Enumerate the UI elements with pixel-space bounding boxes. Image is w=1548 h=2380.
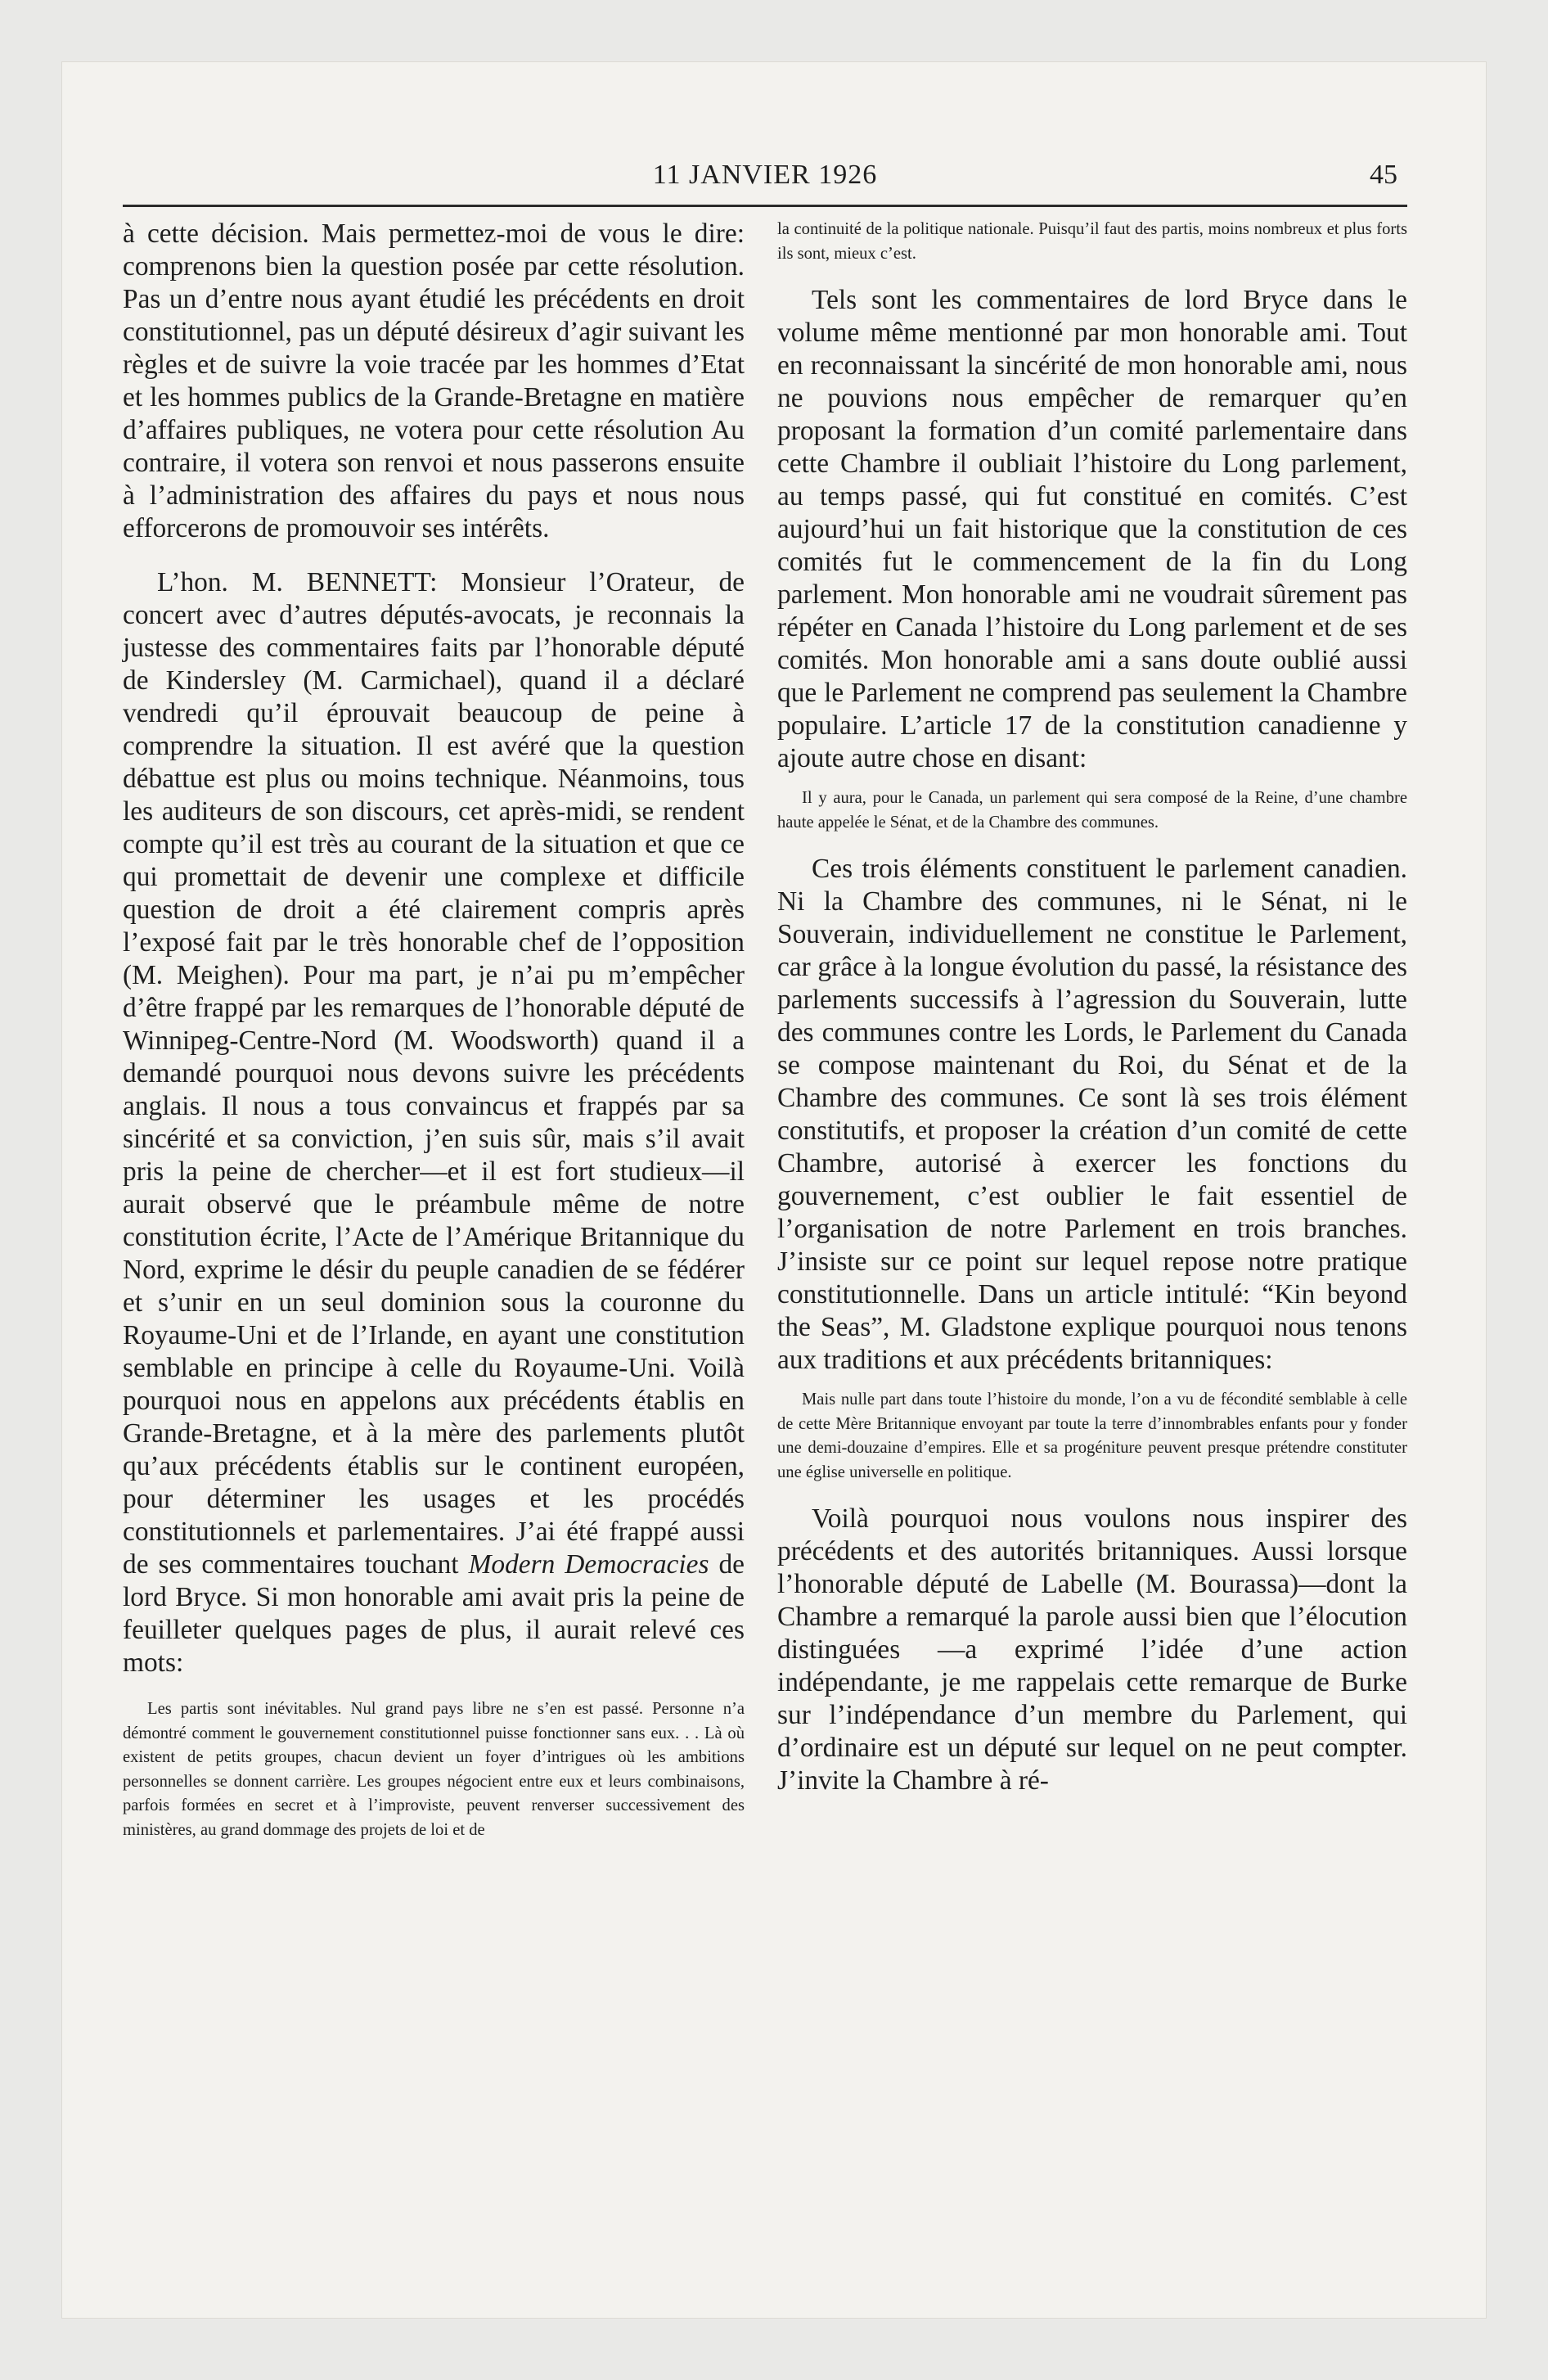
bryce-quote: Les partis sont inévitables. Nul grand pays libre ne s’en est passé. Personne n’a démontré comment le gouvernement constitutionnel puisse fonctionner sans eux. . . Là où existent de petits groupes, chacun devient un foyer d’intrigues où les ambitions personnelles se donnent carrière. Les groupes négocient entre eux et leurs combinaisons, parfois formées en secret et à l’improviste, peuvent renverser successivement des ministères, au grand dommage des projets de loi et de — [123, 1700, 745, 1839]
right-column — [777, 218, 1407, 1797]
left-paragraph-2-tail: de lord Bryce. Si mon honorable ami avait pris la peine de feuilleter quelques pages de plus, il aurait relevé ces mots: — [123, 1549, 745, 1678]
left-paragraph-2 — [123, 566, 745, 1679]
right-paragraph-2: Ces trois éléments constituent le parlement canadien. Ni la Chambre des communes, ni le Sénat, ni le Souverain, individuellement ne constitue le Parlement, car grâce à la longue évolution du passé, la résistance des parlements successifs à l’agression du Souverain, lutte des communes contre les Lords, le Parlement du Canada se compose maintenant du Roi, du Sénat et de la Chambre des communes. Ce sont là ses trois élément constitutifs, et proposer la création d’un comité de cette Chambre, autorisé à exercer les fonctions du gouvernement, c’est oublier le fait essentiel de l’organisation de notre Parlement en trois branches. J’insiste sur ce point sur lequel repose notre pratique constitutionnelle. Dans un article intitulé: “Kin beyond the Seas”, M. Gladstone explique pourquoi nous tenons aux traditions et aux précédents britanniques: — [777, 854, 1407, 1375]
right-paragraph-3: Voilà pourquoi nous voulons nous inspirer des précédents et des autorités britanniques. Aussi lorsque l’honorable député de Labelle (M. Bourassa)—dont la Chambre a remarqué la parole aussi bien que l’élocution distinguées —a exprimé l’idée d’une action indépendante, je me rappelais cette remarque de Burke sur l’indépendance d’un membre du Parlement, qui d’ordinaire est un député sur lequel on ne peut compter. J’invite la Chambre à ré- — [777, 1503, 1407, 1796]
right-paragraph-1: Tels sont les commentaires de lord Bryce dans le volume même mentionné par mon honorable ami. Tout en reconnaissant la sincérité de mon honorable ami, nous ne pouvions nous empêcher de remarquer qu’en proposant la formation d’un comité parlementaire dans cette Chambre il oubliait l’histoire du Long parlement, au temps passé, qui fut constitué en comités. C’est aujourd’hui un fait historique que la constitution de ces comités fut le commencement de la fin du Long parlement. Mon honorable ami ne voudrait sûrement pas répéter en Canada l’histoire du Long parlement et de ses comités. Mon honorable ami a sans doute oublié aussi que le Parlement ne comprend pas seulement la Chambre populaire. L’article 17 de la constitution canadienne y ajoute autre chose en disant: — [777, 285, 1407, 773]
left-paragraph-2-text: L’hon. M. BENNETT: Monsieur l’Orateur, de concert avec d’autres députés-avocats, je reconnais la justesse des commentaires faits par l’honorable député de Kindersley (M. Carmichael), quand il a déclaré vendredi qu’il éprouvait beaucoup de peine à comprendre la situation. Il est avéré que la question débattue est plus ou moins technique. Néanmoins, tous les auditeurs de son discours, cet après-midi, se rendent compte qu’il est très au courant de la situation et que ce qui promettait de devenir une complexe et difficile question de droit a été clairement compris après l’exposé fait par le très honorable chef de l’opposition (M. Meighen). Pour ma part, je n’ai pu m’empêcher d’être frappé par les remarques de l’honorable député de Winnipeg-Centre-Nord (M. Woodsworth) quand il a demandé pourquoi nous devons suivre les précédents anglais. Il nous a tous convaincus et frappés par sa sincérité et sa conviction, j’en suis sûr, mais s’il avait pris la peine de chercher—et il est fort studieux—il aurait observé que le préambule même de notre constitution écrite, l’Acte de l’Amérique Britannique du Nord, exprime le désir du peuple canadien de se fédérer et s’unir en un seul dominion sous la couronne du Royaume-Uni et de l’Irlande, en ayant une constitution semblable en principe à celle du Royaume-Uni. Voilà pourquoi nous en appelons aux précédents établis en Grande-Bretagne, et à la mère des parlements plutôt qu’aux précédents établis sur le continent européen, pour déterminer les usages et les procédés constitutionnels et parlementaires. J’ai été frappé aussi de ses commentaires touchant — [123, 567, 745, 1580]
constitution-quote: Il y aura, pour le Canada, un parlement qui sera composé de la Reine, d’une chambre haute appelée le Sénat, et de la Chambre des communes. — [777, 789, 1407, 832]
left-paragraph-1: à cette décision. Mais permettez-moi de vous le dire: comprenons bien la question posée par cette résolution. Pas un d’entre nous ayant étudié les précédents en droit constitutionnel, pas un député désireux d’agir suivant les règles et de suivre la voie tracée par les hommes d’Etat et les hommes publics de la Grande-Bretagne en matière d’affaires publiques, ne votera pour cette résolution Au contraire, il votera son renvoi et nous passerons ensuite à l’administration des affaires du pays et nous nous efforcerons de promouvoir ses intérêts. — [123, 219, 745, 543]
running-head — [123, 160, 1407, 192]
header-date: 11 JANVIER 1926 — [652, 160, 878, 190]
page-number: 45 — [1370, 160, 1397, 190]
left-column — [123, 218, 745, 1842]
gladstone-quote: Mais nulle part dans toute l’histoire du monde, l’on a vu de fécondité semblable à celle de cette Mère Britannique envoyant par toute la terre d’innombrables enfants pour y fonder une demi-douzaine d’empires. Elle et sa progéniture peuvent presque prétendre constituter une église universelle en politique. — [777, 1391, 1407, 1481]
bryce-quote-continued: la continuité de la politique nationale. Puisqu’il faut des partis, moins nombreux et plus forts ils sont, mieux c’est. — [777, 220, 1407, 263]
book-title: Modern Democracies — [468, 1549, 709, 1580]
header-rule — [123, 205, 1407, 207]
